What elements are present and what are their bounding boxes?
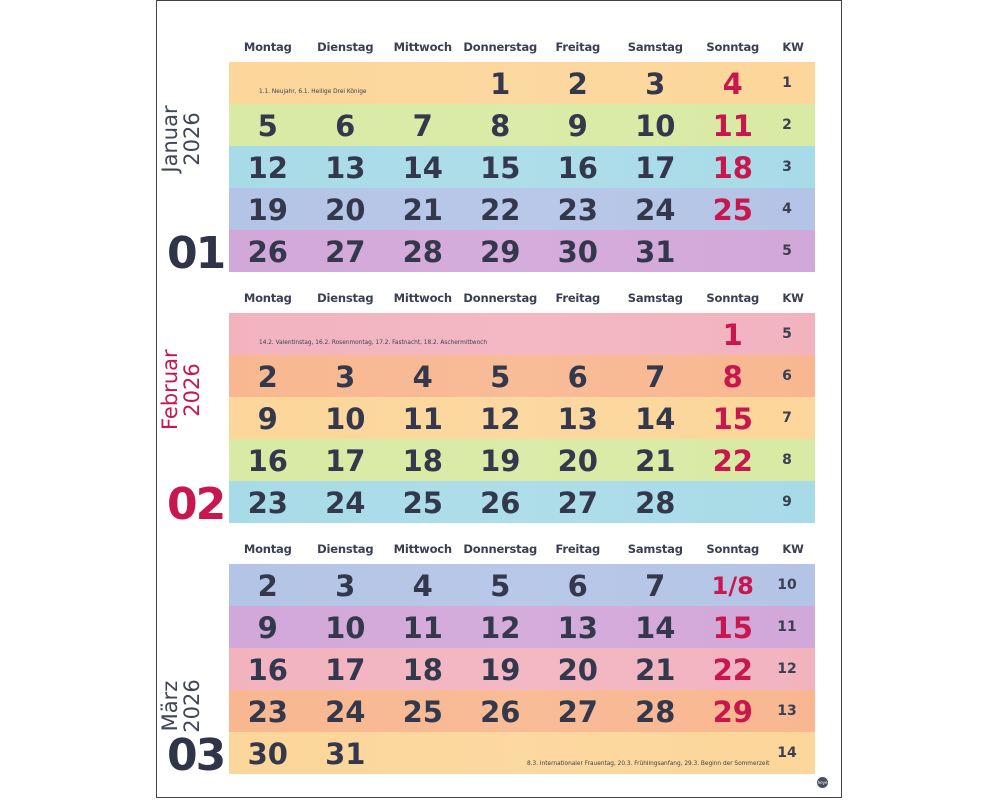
week-number: 13 — [777, 703, 797, 719]
day-number: 21 — [402, 193, 443, 227]
month-block-1 — [157, 283, 841, 530]
day-number: 28 — [635, 695, 676, 729]
weekday-label: Samstag — [627, 40, 683, 54]
day-number: 2 — [257, 360, 278, 394]
day-number: 13 — [557, 402, 598, 436]
day-number: 3 — [335, 360, 356, 394]
sunday-date: 15 — [712, 611, 753, 645]
sunday-date: 18 — [712, 151, 753, 185]
week-number: 5 — [782, 326, 792, 342]
day-number: 10 — [325, 402, 366, 436]
week-row — [229, 188, 815, 230]
weekday-label: Donnerstag — [463, 542, 538, 556]
day-number: 17 — [325, 444, 366, 478]
sunday-date: 11 — [712, 109, 753, 143]
kw-header: KW — [782, 291, 804, 305]
day-number: 19 — [480, 653, 521, 687]
weekday-label: Sonntag — [706, 542, 760, 556]
day-number: 7 — [645, 360, 666, 394]
week-number: 5 — [782, 243, 792, 259]
day-number: 17 — [635, 151, 676, 185]
week-row — [229, 313, 815, 355]
day-number: 2 — [567, 67, 588, 101]
day-number: 18 — [402, 653, 443, 687]
day-number: 20 — [325, 193, 366, 227]
weekday-label: Donnerstag — [463, 40, 538, 54]
weekday-label: Montag — [243, 291, 292, 305]
month-name-label — [159, 350, 203, 430]
day-number: 6 — [567, 360, 588, 394]
day-number: 21 — [635, 444, 676, 478]
day-number: 24 — [325, 695, 366, 729]
weekday-label: Montag — [243, 542, 292, 556]
week-number: 4 — [782, 201, 792, 217]
day-number: 7 — [412, 109, 433, 143]
sunday-date: 1/8 — [711, 572, 754, 600]
day-number: 29 — [480, 235, 521, 269]
month-year: 2026 — [180, 112, 204, 166]
week-number: 12 — [777, 661, 797, 677]
day-number: 14 — [635, 402, 676, 436]
day-number: 9 — [567, 109, 588, 143]
day-number: 10 — [325, 611, 366, 645]
weekday-label: Freitag — [555, 40, 601, 54]
kw-header: KW — [782, 40, 804, 54]
week-row — [229, 355, 815, 397]
day-number: 22 — [480, 193, 521, 227]
week-row — [229, 648, 815, 690]
day-number: 23 — [557, 193, 598, 227]
week-number: 7 — [782, 410, 792, 426]
week-row — [229, 230, 815, 272]
holiday-note: 1.1. Neujahr, 6.1. Heilige Drei Könige — [259, 89, 367, 95]
day-number: 3 — [645, 67, 666, 101]
day-number: 10 — [635, 109, 676, 143]
week-row — [229, 690, 815, 732]
weekday-label: Dienstag — [317, 542, 374, 556]
week-number: 1 — [782, 75, 792, 91]
day-number: 6 — [567, 569, 588, 603]
weekday-label: Samstag — [627, 291, 683, 305]
day-number: 21 — [635, 653, 676, 687]
day-number: 13 — [557, 611, 598, 645]
weekday-label: Freitag — [555, 291, 601, 305]
week-number: 11 — [777, 619, 797, 635]
day-number: 9 — [257, 402, 278, 436]
day-number: 24 — [325, 486, 366, 520]
month-number: 03 — [167, 730, 225, 781]
month-number: 01 — [167, 228, 225, 279]
day-number: 26 — [247, 235, 288, 269]
weekday-label: Montag — [243, 40, 292, 54]
day-number: 14 — [402, 151, 443, 185]
week-row — [229, 564, 815, 606]
weekday-header — [157, 283, 841, 313]
month-block-0 — [157, 32, 841, 279]
day-number: 20 — [557, 444, 598, 478]
day-number: 4 — [412, 569, 433, 603]
week-number: 3 — [782, 159, 792, 175]
day-number: 25 — [402, 695, 443, 729]
holiday-note: 8.3. Internationaler Frauentag, 20.3. Frühlingsanfang, 29.3. Beginn der Sommerzeit — [527, 761, 770, 767]
weekday-label: Sonntag — [706, 291, 760, 305]
day-number: 12 — [247, 151, 288, 185]
week-row — [229, 146, 815, 188]
day-number: 25 — [402, 486, 443, 520]
day-number: 26 — [480, 695, 521, 729]
week-row — [229, 481, 815, 523]
month-name-label — [159, 99, 203, 179]
week-row — [229, 104, 815, 146]
sunday-date: 15 — [712, 402, 753, 436]
sunday-date: 8 — [722, 360, 743, 394]
week-number: 10 — [777, 577, 797, 593]
day-number: 7 — [645, 569, 666, 603]
day-number: 27 — [557, 695, 598, 729]
month-name: März — [158, 680, 182, 732]
month-block-2 — [157, 534, 841, 781]
day-number: 16 — [247, 653, 288, 687]
sunday-date: 22 — [712, 653, 753, 687]
week-row — [229, 397, 815, 439]
week-number: 8 — [782, 452, 792, 468]
day-number: 3 — [335, 569, 356, 603]
month-year: 2026 — [180, 363, 204, 417]
weekday-label: Dienstag — [317, 40, 374, 54]
sunday-date: 22 — [712, 444, 753, 478]
week-number: 6 — [782, 368, 792, 384]
day-number: 20 — [557, 653, 598, 687]
day-number: 19 — [480, 444, 521, 478]
day-number: 28 — [402, 235, 443, 269]
day-number: 4 — [412, 360, 433, 394]
day-number: 23 — [247, 486, 288, 520]
day-number: 2 — [257, 569, 278, 603]
month-name: Januar — [158, 105, 182, 173]
publisher-logo-icon: heye — [817, 777, 828, 788]
day-number: 5 — [490, 360, 511, 394]
day-number: 1 — [490, 67, 511, 101]
weekday-header — [157, 32, 841, 62]
weekday-label: Mittwoch — [393, 291, 452, 305]
week-row — [229, 606, 815, 648]
day-number: 8 — [490, 109, 511, 143]
week-row — [229, 732, 815, 774]
day-number: 12 — [480, 402, 521, 436]
day-number: 5 — [490, 569, 511, 603]
weekday-label: Mittwoch — [393, 40, 452, 54]
day-number: 31 — [325, 737, 366, 771]
weekday-label: Dienstag — [317, 291, 374, 305]
month-name: Februar — [158, 349, 182, 430]
day-number: 18 — [402, 444, 443, 478]
week-row — [229, 439, 815, 481]
holiday-note: 14.2. Valentinstag, 16.2. Rosenmontag, 17.2. Fastnacht, 18.2. Aschermittwoch — [259, 340, 488, 346]
day-number: 17 — [325, 653, 366, 687]
day-number: 24 — [635, 193, 676, 227]
weekday-header — [157, 534, 841, 564]
weekday-label: Mittwoch — [393, 542, 452, 556]
day-number: 16 — [557, 151, 598, 185]
day-number: 12 — [480, 611, 521, 645]
sunday-date: 25 — [712, 193, 753, 227]
sunday-date: 4 — [722, 67, 743, 101]
day-number: 5 — [257, 109, 278, 143]
weekday-label: Freitag — [555, 542, 601, 556]
day-number: 16 — [247, 444, 288, 478]
day-number: 14 — [635, 611, 676, 645]
day-number: 11 — [402, 611, 443, 645]
day-number: 31 — [635, 235, 676, 269]
month-year: 2026 — [180, 679, 204, 733]
week-row — [229, 62, 815, 104]
day-number: 23 — [247, 695, 288, 729]
day-number: 9 — [257, 611, 278, 645]
day-number: 30 — [247, 737, 288, 771]
day-number: 11 — [402, 402, 443, 436]
day-number: 28 — [635, 486, 676, 520]
day-number: 27 — [325, 235, 366, 269]
calendar-page — [156, 0, 842, 798]
sunday-date: 29 — [712, 695, 753, 729]
day-number: 15 — [480, 151, 521, 185]
kw-header: KW — [782, 542, 804, 556]
day-number: 13 — [325, 151, 366, 185]
week-number: 14 — [777, 745, 797, 761]
weekday-label: Sonntag — [706, 40, 760, 54]
day-number: 6 — [335, 109, 356, 143]
sunday-date: 1 — [722, 318, 743, 352]
day-number: 19 — [247, 193, 288, 227]
day-number: 27 — [557, 486, 598, 520]
day-number: 26 — [480, 486, 521, 520]
weekday-label: Samstag — [627, 542, 683, 556]
day-number: 30 — [557, 235, 598, 269]
weekday-label: Donnerstag — [463, 291, 538, 305]
month-number: 02 — [167, 479, 225, 530]
week-number: 9 — [782, 494, 792, 510]
week-number: 2 — [782, 117, 792, 133]
